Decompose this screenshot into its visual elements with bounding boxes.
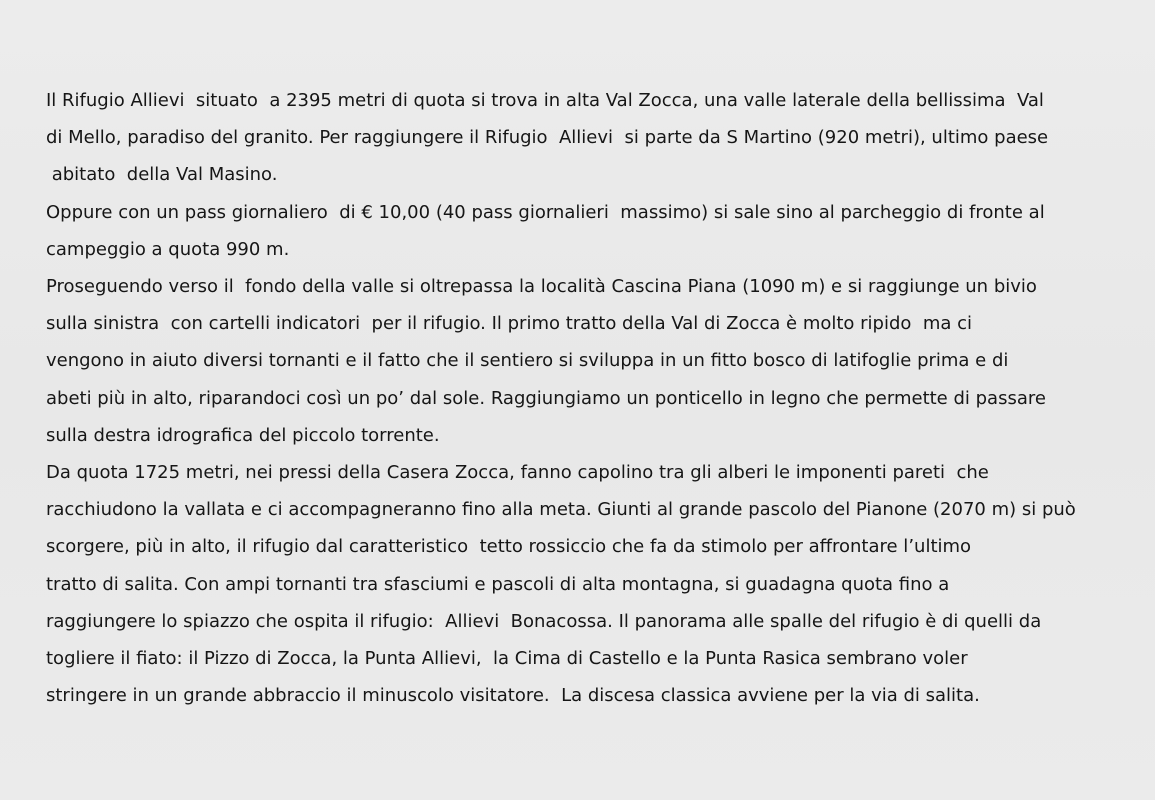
text-line: stringere in un grande abbraccio il minuscolo visitatore. La discesa classica avviene per la via di salita.: [46, 685, 980, 707]
text-line: raggiungere lo spiazzo che ospita il rifugio: Allievi Bonacossa. Il panorama alle spalle del rifugio è di quelli da: [46, 610, 1042, 632]
text-line: Proseguendo verso il fondo della valle si oltrepassa la località Cascina Piana (1090 m) e si raggiunge un bivio: [46, 276, 1037, 298]
text-line: Oppure con un pass giornaliero di € 10,00 (40 pass giornalieri massimo) si sale sino al parcheggio di fronte al: [46, 201, 1045, 223]
text-line: di Mello, paradiso del granito. Per raggiungere il Rifugio Allievi si parte da S Martino (920 metri), ultimo paese: [46, 127, 1049, 149]
text-line: abeti più in alto, riparandoci così un po’ dal sole. Raggiungiamo un ponticello in legno che permette di passare: [46, 387, 1046, 409]
document-body-text: [46, 82, 1126, 714]
text-line: abitato della Val Masino.: [46, 164, 278, 186]
text-line: Da quota 1725 metri, nei pressi della Casera Zocca, fanno capolino tra gli alberi le imponenti pareti che: [46, 462, 989, 484]
text-line: Il Rifugio Allievi situato a 2395 metri di quota si trova in alta Val Zocca, una valle laterale della bellissima Val: [46, 90, 1044, 111]
text-line: sulla sinistra con cartelli indicatori per il rifugio. Il primo tratto della Val di Zocca è molto ripido ma ci: [46, 313, 973, 335]
text-line: scorgere, più in alto, il rifugio dal caratteristico tetto rossiccio che fa da stimolo per affrontare l’ultimo: [46, 536, 972, 558]
text-line: racchiudono la vallata e ci accompagneranno fino alla meta. Giunti al grande pascolo del Pianone (2070 m) si può: [46, 499, 1076, 521]
text-line: tratto di salita. Con ampi tornanti tra sfasciumi e pascoli di alta montagna, si guadagna quota fino a: [46, 573, 950, 595]
text-line: togliere il fiato: il Pizzo di Zocca, la Punta Allievi, la Cima di Castello e la Punta Rasica sembrano voler: [46, 648, 968, 670]
text-line: sulla destra idrografica del piccolo torrente.: [46, 424, 440, 446]
text-line: vengono in aiuto diversi tornanti e il fatto che il sentiero si sviluppa in un fitto bosco di latifoglie prima e di: [46, 350, 1009, 372]
text-line: campeggio a quota 990 m.: [46, 238, 290, 260]
